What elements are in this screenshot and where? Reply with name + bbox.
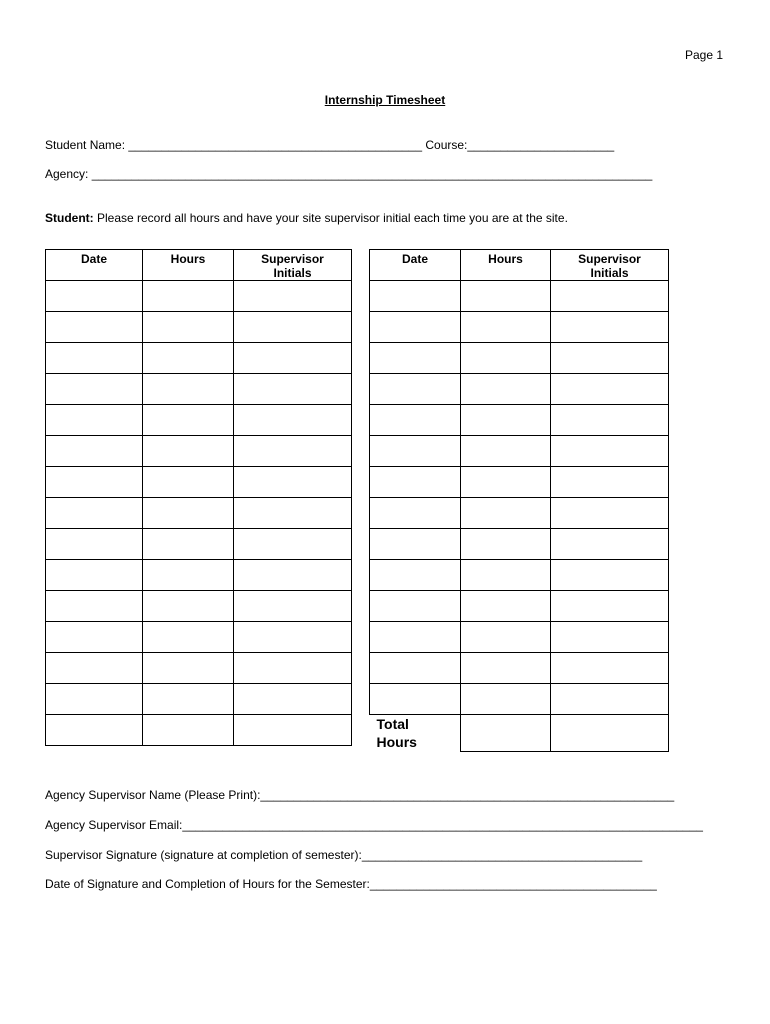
supervisor-name-field[interactable]: Agency Supervisor Name (Please Print):______________________________________________________________ — [45, 788, 675, 802]
table-row — [46, 343, 352, 374]
initials-cell[interactable] — [551, 591, 669, 622]
table-row — [370, 560, 669, 591]
hours-cell[interactable] — [461, 529, 551, 560]
date-cell[interactable] — [370, 374, 461, 405]
hours-cell[interactable] — [143, 405, 234, 436]
table-row — [46, 622, 352, 653]
table-row — [370, 436, 669, 467]
header-hours: Hours — [461, 250, 551, 281]
initials-cell[interactable] — [234, 405, 352, 436]
initials-cell[interactable] — [551, 343, 669, 374]
date-cell[interactable] — [46, 653, 143, 684]
initials-cell[interactable] — [551, 653, 669, 684]
table-row — [370, 622, 669, 653]
initials-cell[interactable] — [551, 529, 669, 560]
date-cell[interactable] — [46, 374, 143, 405]
table-row — [370, 281, 669, 312]
instruction-text — [45, 211, 568, 225]
hours-cell[interactable] — [143, 281, 234, 312]
date-cell[interactable] — [370, 498, 461, 529]
supervisor-email-field[interactable]: Agency Supervisor Email:______________________________________________________________________________ — [45, 818, 703, 832]
initials-cell[interactable] — [234, 312, 352, 343]
hours-cell[interactable] — [461, 281, 551, 312]
table-row — [370, 684, 669, 715]
date-cell[interactable] — [46, 405, 143, 436]
table-row — [370, 498, 669, 529]
timesheet-table-left — [45, 249, 352, 746]
table-row — [370, 374, 669, 405]
instruction-body: Please record all hours and have your site supervisor initial each time you are at the site. — [93, 211, 568, 225]
date-cell[interactable] — [370, 467, 461, 498]
initials-cell[interactable] — [551, 436, 669, 467]
hours-cell[interactable] — [143, 591, 234, 622]
date-cell[interactable] — [46, 715, 143, 746]
completion-date-field[interactable]: Date of Signature and Completion of Hours for the Semester:___________________________________________ — [45, 877, 657, 891]
initials-cell[interactable] — [234, 591, 352, 622]
date-cell[interactable] — [46, 684, 143, 715]
hours-cell[interactable] — [461, 405, 551, 436]
table-row — [46, 281, 352, 312]
date-cell[interactable] — [370, 560, 461, 591]
hours-cell[interactable] — [461, 560, 551, 591]
hours-cell[interactable] — [461, 498, 551, 529]
date-cell[interactable] — [46, 560, 143, 591]
header-hours: Hours — [143, 250, 234, 281]
hours-cell[interactable] — [461, 436, 551, 467]
hours-cell[interactable] — [143, 529, 234, 560]
date-cell[interactable] — [370, 529, 461, 560]
initials-cell[interactable] — [551, 312, 669, 343]
table-row — [46, 715, 352, 746]
table-row — [370, 653, 669, 684]
date-cell[interactable] — [46, 343, 143, 374]
hours-cell[interactable] — [143, 653, 234, 684]
date-cell[interactable] — [370, 436, 461, 467]
table-row — [370, 343, 669, 374]
initials-cell[interactable] — [551, 622, 669, 653]
table-row — [46, 374, 352, 405]
date-cell[interactable] — [370, 405, 461, 436]
table-row — [46, 653, 352, 684]
date-cell[interactable] — [46, 591, 143, 622]
initials-cell[interactable] — [234, 622, 352, 653]
date-cell[interactable] — [370, 622, 461, 653]
agency-field[interactable]: Agency: ____________________________________________________________________________________ — [45, 167, 653, 181]
hours-cell[interactable] — [143, 622, 234, 653]
initials-cell[interactable] — [234, 436, 352, 467]
date-cell[interactable] — [46, 467, 143, 498]
hours-cell[interactable] — [461, 467, 551, 498]
initials-cell[interactable] — [551, 684, 669, 715]
hours-cell[interactable] — [461, 684, 551, 715]
date-cell[interactable] — [370, 343, 461, 374]
table-row — [46, 436, 352, 467]
initials-cell[interactable] — [234, 281, 352, 312]
header-supervisor-initials — [551, 250, 669, 281]
timesheet-table-right — [369, 249, 669, 752]
date-cell[interactable] — [46, 498, 143, 529]
initials-cell[interactable] — [234, 374, 352, 405]
total-hours-cell[interactable] — [461, 715, 551, 752]
hours-cell[interactable] — [143, 715, 234, 746]
table-row — [46, 591, 352, 622]
initials-cell[interactable] — [234, 715, 352, 746]
table-row — [46, 405, 352, 436]
table-row — [46, 467, 352, 498]
header-supervisor-initials-label: Supervisor Initials — [578, 252, 641, 280]
date-cell[interactable] — [370, 281, 461, 312]
table-row — [370, 529, 669, 560]
hours-cell[interactable] — [143, 560, 234, 591]
total-label-cell — [370, 715, 461, 752]
table-row — [46, 684, 352, 715]
hours-cell[interactable] — [143, 312, 234, 343]
initials-cell[interactable] — [234, 560, 352, 591]
page-number: Page 1 — [685, 48, 724, 62]
initials-cell[interactable] — [551, 405, 669, 436]
date-cell[interactable] — [46, 622, 143, 653]
header-supervisor-initials — [234, 250, 352, 281]
header-date: Date — [370, 250, 461, 281]
instruction-prefix: Student: — [45, 211, 94, 225]
hours-cell[interactable] — [461, 591, 551, 622]
hours-cell[interactable] — [143, 343, 234, 374]
hours-cell[interactable] — [461, 343, 551, 374]
initials-cell[interactable] — [234, 498, 352, 529]
total-hours-label: Total Hours — [376, 716, 417, 750]
initials-cell[interactable] — [551, 498, 669, 529]
hours-cell[interactable] — [461, 622, 551, 653]
supervisor-signature-field[interactable]: Supervisor Signature (signature at completion of semester):__________________________________________ — [45, 848, 643, 862]
initials-cell[interactable] — [234, 467, 352, 498]
initials-cell[interactable] — [551, 467, 669, 498]
date-cell[interactable] — [370, 312, 461, 343]
initials-cell[interactable] — [234, 343, 352, 374]
date-cell[interactable] — [46, 529, 143, 560]
initials-cell[interactable] — [551, 374, 669, 405]
hours-cell[interactable] — [461, 374, 551, 405]
table-row — [46, 529, 352, 560]
document-title: Internship Timesheet — [324, 93, 446, 107]
hours-cell[interactable] — [143, 684, 234, 715]
table-row — [370, 405, 669, 436]
date-cell[interactable] — [46, 281, 143, 312]
date-cell[interactable] — [46, 436, 143, 467]
table-row — [370, 591, 669, 622]
date-cell[interactable] — [370, 653, 461, 684]
table-row — [370, 312, 669, 343]
date-cell[interactable] — [370, 591, 461, 622]
hours-cell[interactable] — [143, 498, 234, 529]
total-row — [370, 715, 669, 752]
initials-cell[interactable] — [551, 281, 669, 312]
hours-cell[interactable] — [143, 374, 234, 405]
header-date: Date — [46, 250, 143, 281]
hours-cell[interactable] — [461, 653, 551, 684]
hours-cell[interactable] — [143, 436, 234, 467]
initials-cell[interactable] — [234, 529, 352, 560]
table-row — [370, 467, 669, 498]
table-row — [46, 560, 352, 591]
date-cell[interactable] — [46, 312, 143, 343]
table-row — [46, 312, 352, 343]
header-supervisor-initials-label: Supervisor Initials — [261, 252, 324, 280]
initials-cell[interactable] — [234, 653, 352, 684]
hours-cell[interactable] — [143, 467, 234, 498]
initials-cell[interactable] — [234, 684, 352, 715]
initials-cell[interactable] — [551, 560, 669, 591]
student-name-course-field[interactable]: Student Name: ____________________________________________ Course:______________________ — [45, 138, 615, 152]
table-row — [46, 498, 352, 529]
total-initials-cell[interactable] — [551, 715, 669, 752]
hours-cell[interactable] — [461, 312, 551, 343]
date-cell[interactable] — [370, 684, 461, 715]
